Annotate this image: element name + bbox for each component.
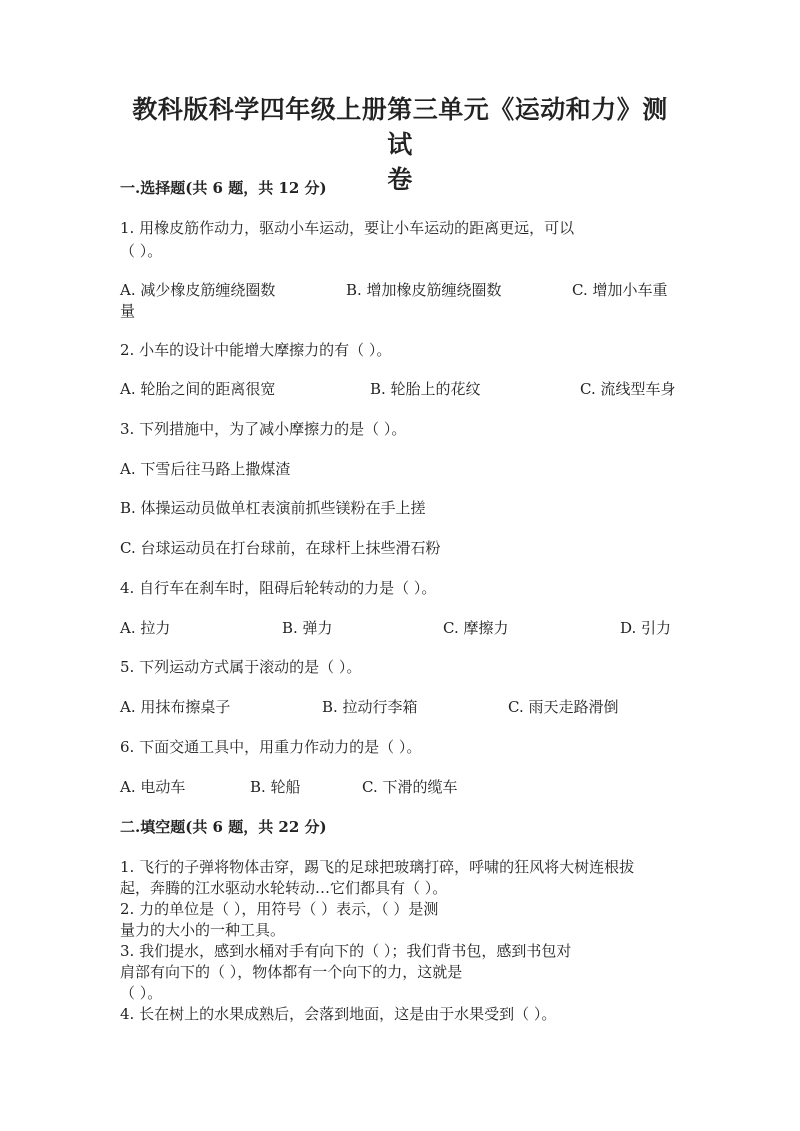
question-3-stem: 3. 下列措施中，为了减小摩擦力的是（ ）。 <box>120 420 407 438</box>
section-heading-choice: 一.选择题(共 6 题，共 12 分) <box>120 179 327 197</box>
fill-line-7: （ ）。 <box>120 984 163 1002</box>
question-6-stem: 6. 下面交通工具中，用重力作动力的是（ ）。 <box>120 738 422 756</box>
fill-line-8: 4. 长在树上的水果成熟后，会落到地面，这是由于水果受到（ ）。 <box>120 1005 557 1023</box>
question-6-option-b: B. 轮船 <box>250 778 301 796</box>
question-5-option-a: A. 用抹布擦桌子 <box>120 698 231 716</box>
question-1-option-a: A. 减少橡皮筋缠绕圈数 <box>120 281 276 299</box>
title-line-1: 教科版科学四年级上册第三单元《运动和力》测试 <box>132 95 668 159</box>
question-1-option-c-wrap: 量 <box>120 302 136 320</box>
question-4-option-d: D. 引力 <box>620 619 672 637</box>
question-5-option-c: C. 雨天走路滑倒 <box>508 698 619 716</box>
question-6-option-c: C. 下滑的缆车 <box>362 778 458 796</box>
fill-line-3: 2. 力的单位是（ ），用符号（ ）表示，（ ）是测 <box>120 900 439 918</box>
question-3-option-c: C. 台球运动员在打台球前，在球杆上抹些滑石粉 <box>120 539 441 557</box>
question-2-option-a: A. 轮胎之间的距离很宽 <box>120 380 276 398</box>
question-6-option-a: A. 电动车 <box>120 778 186 796</box>
question-5-stem: 5. 下列运动方式属于滚动的是（ ）。 <box>120 658 362 676</box>
title-line-2: 卷 <box>387 165 413 194</box>
fill-line-6: 肩部有向下的（ ），物体都有一个向下的力，这就是 <box>120 963 463 981</box>
question-1-option-b: B. 增加橡皮筋缠绕圈数 <box>346 281 502 299</box>
question-5-option-b: B. 拉动行李箱 <box>322 698 418 716</box>
fill-line-2: 起，奔腾的江水驱动水轮转动…它们都具有（ ）。 <box>120 879 448 897</box>
section-heading-fill-blank: 二.填空题(共 6 题，共 22 分) <box>120 818 327 836</box>
question-3-option-a: A. 下雪后往马路上撒煤渣 <box>120 460 291 478</box>
question-4-option-c: C. 摩擦力 <box>443 619 509 637</box>
question-2-option-b: B. 轮胎上的花纹 <box>370 380 481 398</box>
question-4-option-b: B. 弹力 <box>282 619 333 637</box>
fill-line-1: 1. 飞行的子弹将物体击穿，踢飞的足球把玻璃打碎，呼啸的狂风将大树连根拔 <box>120 858 635 876</box>
question-1-stem-line-2: （ ）。 <box>120 242 163 260</box>
fill-line-5: 3. 我们提水，感到水桶对手有向下的（ ）；我们背书包，感到书包对 <box>120 942 572 960</box>
question-1-stem-line-1: 1. 用橡皮筋作动力，驱动小车运动，要让小车运动的距离更远，可以 <box>120 219 575 237</box>
question-4-stem: 4. 自行车在刹车时，阻碍后轮转动的力是（ ）。 <box>120 579 437 597</box>
fill-line-4: 量力的大小的一种工具。 <box>120 921 286 939</box>
question-4-option-a: A. 拉力 <box>120 619 171 637</box>
question-1-option-c: C. 增加小车重 <box>572 281 668 299</box>
question-2-stem: 2. 小车的设计中能增大摩擦力的有（ ）。 <box>120 341 392 359</box>
question-2-option-c: C. 流线型车身 <box>580 380 676 398</box>
question-3-option-b: B. 体操运动员做单杠表演前抓些镁粉在手上搓 <box>120 499 426 517</box>
